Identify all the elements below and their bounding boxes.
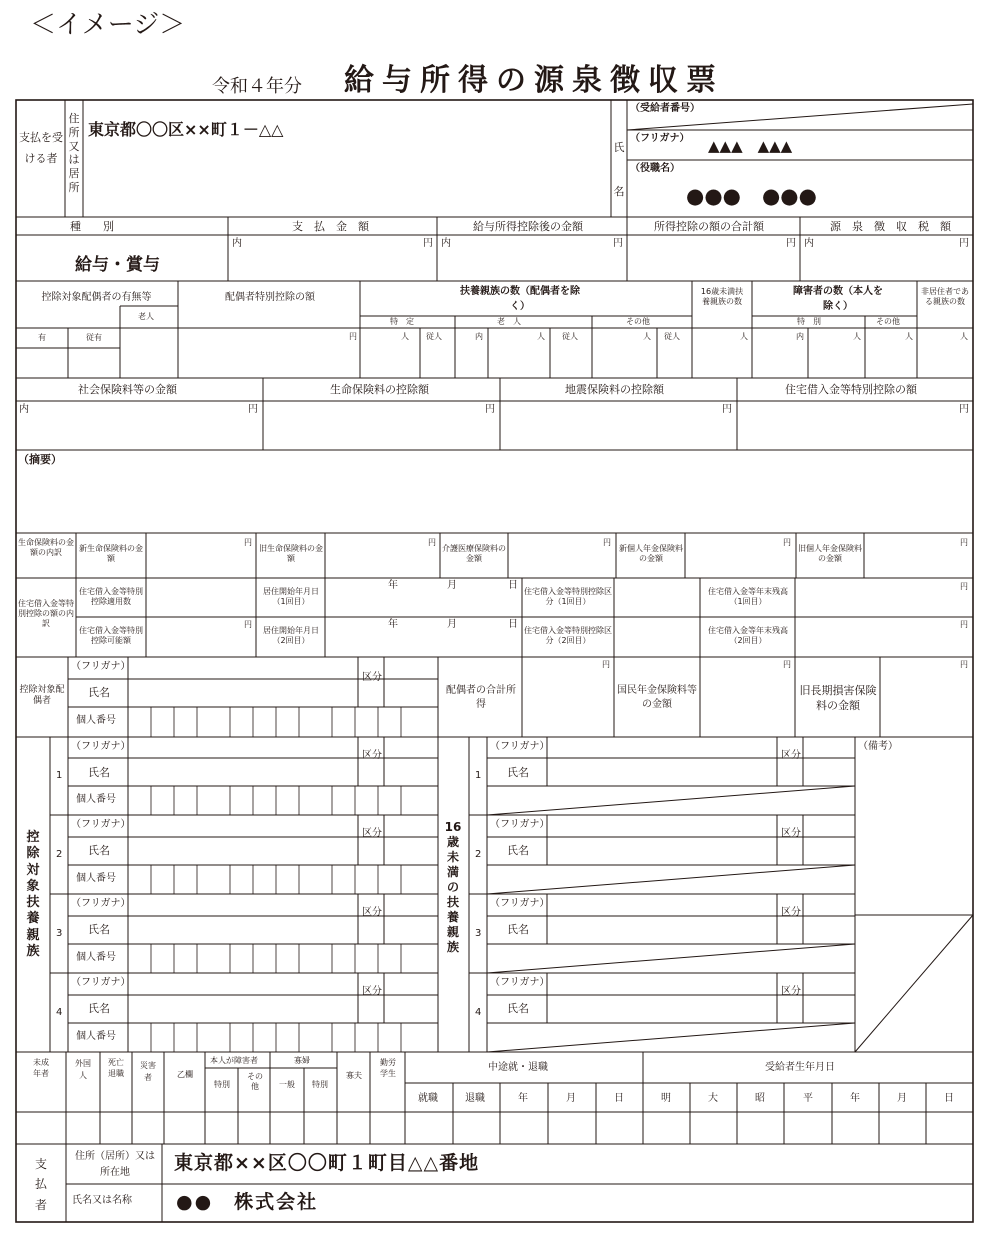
life-insurance-breakdown-label: 生命保険料の金額の内訳	[18, 538, 74, 557]
earthquake-insurance-header: 地震保険料の控除額	[565, 383, 664, 396]
housing-balance-1-label: 住宅借入金等年末残高（1回目）	[708, 587, 788, 606]
deduction-total-header: 所得控除の額の合計額	[654, 220, 764, 233]
row-number: 3	[56, 928, 63, 939]
furigana-label: （フリガナ）	[71, 741, 131, 752]
division-label: 区分	[362, 828, 382, 839]
follower-mark: 従人	[426, 332, 442, 341]
division-label: 区分	[781, 907, 801, 918]
person-mark: 人	[401, 332, 409, 341]
disabled-label: 障害者の数（本人を除く）	[793, 286, 883, 312]
inner-mark: 内	[804, 238, 814, 249]
other-label: その他	[626, 317, 650, 326]
housing-breakdown-label: 住宅借入金等特別控除の額の内訳	[18, 599, 74, 628]
furigana-label: （フリガナ）	[490, 819, 550, 830]
spouse-division-label: 区分	[362, 672, 382, 683]
spouse-existence-label: 控除対象配偶者の有無等	[41, 292, 152, 303]
furigana-label: （フリガナ）	[71, 898, 131, 909]
yen-mark: 円	[485, 404, 495, 415]
specific-label: 特 定	[390, 317, 414, 326]
special-label: 特 別	[797, 317, 821, 326]
housing-possible-amount-label: 住宅借入金等特別控除可能額	[79, 626, 143, 645]
disabled-special-label: 特別	[214, 1080, 230, 1089]
era-heisei: 平	[803, 1093, 813, 1104]
under16-section-label: 16歳未満の扶養親族	[444, 820, 462, 954]
row-number: 2	[475, 849, 482, 860]
yen-mark: 円	[960, 620, 968, 629]
division-label: 区分	[781, 750, 801, 761]
yen-mark: 円	[959, 238, 969, 249]
era-showa: 昭	[755, 1093, 765, 1104]
start-date-2-label: 居住開始年月日（2回目）	[263, 626, 319, 645]
nonresident-label: 非居住者である親族の数	[921, 287, 969, 306]
yen-mark: 円	[783, 538, 791, 547]
year-mark: 年	[388, 619, 398, 630]
remarks-label: （備考）	[858, 741, 898, 752]
inner-mark: 内	[796, 332, 804, 341]
follower-mark: 従人	[664, 332, 680, 341]
division-label: 区分	[362, 907, 382, 918]
widower-label: 寡夫	[346, 1071, 362, 1080]
old-long-term-insurance-label: 旧長期損害保険料の金額	[799, 684, 877, 713]
spouse-income-label: 配偶者の合計所得	[446, 685, 516, 710]
housing-applied-count-label: 住宅借入金等特別控除適用数	[79, 587, 143, 606]
under16-name-label: 氏名	[507, 844, 529, 857]
row-number: 1	[56, 770, 63, 781]
month-mark: 月	[566, 1093, 576, 1104]
housing-loan-header: 住宅借入金等特別控除の額	[785, 383, 917, 396]
under16-name-label: 氏名	[507, 923, 529, 936]
yen-mark: 円	[960, 660, 968, 669]
inner-mark: 内	[441, 238, 451, 249]
otsu-label: 乙欄	[177, 1070, 193, 1079]
yen-mark: 円	[244, 620, 252, 629]
old-person-label: 老 人	[497, 317, 521, 326]
widow-label: 寡婦	[294, 1056, 310, 1065]
midway-label: 中途就・退職	[488, 1062, 548, 1073]
recipient-section-label: 支払を受ける者	[19, 131, 63, 165]
new-pension-insurance-label: 新個人年金保険料の金額	[619, 544, 683, 563]
month-mark: 月	[447, 619, 457, 630]
recipient-number-label: （受給者番号）	[630, 103, 700, 114]
old-pension-insurance-label: 旧個人年金保険料の金額	[798, 544, 862, 563]
spouse-number-label: 個人番号	[76, 715, 116, 726]
division-label: 区分	[362, 986, 382, 997]
dependent-number-label: 個人番号	[76, 873, 116, 884]
national-pension-label: 国民年金保険料等の金額	[617, 685, 697, 710]
housing-category-1-label: 住宅借入金等特別控除区分（1回目）	[524, 587, 612, 606]
dependent-number-label: 個人番号	[76, 794, 116, 805]
after-deduction-header: 給与所得控除後の金額	[473, 220, 583, 233]
day-mark: 日	[944, 1093, 954, 1104]
old-label: 老人	[138, 312, 154, 321]
month-mark: 月	[447, 580, 457, 591]
payer-address-label: 住所（居所）又は所在地	[75, 1151, 155, 1178]
tax-year: 令和４年分	[212, 76, 302, 97]
era-taisho: 大	[708, 1093, 718, 1104]
job-title-label: （役職名）	[630, 163, 680, 174]
person-mark: 人	[853, 332, 861, 341]
retire-label: 退職	[465, 1093, 485, 1104]
type-header: 種 別	[70, 220, 114, 233]
dependent-number-label: 個人番号	[76, 952, 116, 963]
furigana-label: （フリガナ）	[490, 898, 550, 909]
under16-name-label: 氏名	[507, 766, 529, 779]
payment-header: 支 払 金 額	[292, 220, 369, 233]
recipient-address: 東京都〇〇区××町１－△△	[88, 120, 284, 139]
death-retirement-label: 死亡退職	[108, 1058, 124, 1078]
yen-mark: 円	[428, 538, 436, 547]
furigana-label: （フリガナ）	[490, 977, 550, 988]
yen-mark: 円	[248, 404, 258, 415]
yen-mark: 円	[349, 332, 357, 341]
housing-category-2-label: 住宅借入金等特別控除区分（2回目）	[524, 626, 612, 645]
person-mark: 人	[537, 332, 545, 341]
era-meiji: 明	[661, 1093, 671, 1104]
dependent-name-label: 氏名	[88, 844, 110, 857]
furigana-label: （フリガナ）	[71, 977, 131, 988]
dependents-count-label: 扶養親族の数（配偶者を除く）	[460, 286, 580, 312]
old-life-insurance-label: 旧生命保険料の金額	[259, 544, 323, 563]
yen-mark: 円	[786, 238, 796, 249]
row-number: 2	[56, 849, 63, 860]
person-mark: 人	[960, 332, 968, 341]
dependent-yes-label: 従有	[86, 333, 102, 342]
row-number: 3	[475, 928, 482, 939]
month-mark: 月	[897, 1093, 907, 1104]
furigana-label: （フリガナ）	[71, 819, 131, 830]
recipient-name: ●●● ●●●	[686, 184, 817, 208]
payer-name-label: 氏名又は名称	[72, 1195, 132, 1206]
payer-name: ●● 株式会社	[176, 1191, 319, 1213]
division-label: 区分	[781, 986, 801, 997]
income-type: 給与・賞与	[75, 255, 160, 275]
under16-label: 16歳未満扶養親族の数	[700, 287, 744, 306]
division-label: 区分	[362, 750, 382, 761]
row-number: 4	[56, 1007, 63, 1018]
widow-special-label: 特別	[312, 1080, 328, 1089]
housing-balance-2-label: 住宅借入金等年末残高（2回目）	[708, 626, 788, 645]
yen-mark: 円	[783, 660, 791, 669]
yen-mark: 円	[244, 538, 252, 547]
row-number: 1	[475, 770, 482, 781]
page-title: 給与所得の源泉徴収票	[344, 63, 724, 98]
under16-name-label: 氏名	[507, 1002, 529, 1015]
life-insurance-header: 生命保険料の控除額	[330, 383, 429, 396]
recipient-furigana: ▲▲▲ ▲▲▲	[708, 137, 793, 155]
spouse-section-label: 控除対象配偶者	[19, 685, 65, 707]
disabled-other-label: その他	[247, 1072, 263, 1092]
dependent-name-label: 氏名	[88, 766, 110, 779]
payer-address: 東京都××区〇〇町１町目△△番地	[174, 1152, 480, 1174]
follower-mark: 従人	[562, 332, 578, 341]
furigana-label: （フリガナ）	[490, 741, 550, 752]
year-mark: 年	[518, 1093, 528, 1104]
dependents-section-label: 控除対象扶養親族	[26, 830, 40, 959]
inner-mark: 内	[232, 238, 242, 249]
working-student-label: 勤労学生	[380, 1058, 396, 1078]
disaster-label: 災害者	[140, 1061, 156, 1083]
day-mark: 日	[614, 1093, 624, 1104]
payer-label: 支払者	[34, 1157, 47, 1212]
social-insurance-header: 社会保険料等の金額	[78, 383, 177, 396]
day-mark: 日	[508, 619, 518, 630]
yen-mark: 円	[603, 538, 611, 547]
division-label: 区分	[781, 828, 801, 839]
foreigner-label: 外国人	[75, 1059, 91, 1081]
person-mark: 人	[905, 332, 913, 341]
person-mark: 人	[740, 332, 748, 341]
yen-mark: 円	[423, 238, 433, 249]
special-spouse-label: 配偶者特別控除の額	[225, 292, 315, 303]
self-disabled-label: 本人が障害者	[210, 1056, 258, 1065]
person-mark: 人	[643, 332, 651, 341]
yen-mark: 円	[613, 238, 623, 249]
yen-mark: 円	[602, 660, 610, 669]
year-mark: 年	[850, 1093, 860, 1104]
day-mark: 日	[508, 580, 518, 591]
furigana-label: （フリガナ）	[71, 661, 131, 672]
dependent-number-label: 個人番号	[76, 1031, 116, 1042]
spouse-name-label: 氏名	[88, 686, 110, 699]
summary-label: （摘要）	[18, 453, 62, 466]
inner-mark: 内	[19, 404, 29, 415]
image-caption: ＜イメージ＞	[30, 10, 186, 40]
address-label: 住所又は居所	[68, 112, 80, 194]
medical-care-insurance-label: 介護医療保険料の金額	[442, 544, 506, 563]
birth-date-label: 受給者生年月日	[765, 1062, 835, 1073]
dependent-name-label: 氏名	[88, 923, 110, 936]
other-label: その他	[876, 317, 900, 326]
withholding-header: 源 泉 徴 収 税 額	[830, 220, 951, 233]
yen-mark: 円	[959, 404, 969, 415]
furigana-label: （フリガナ）	[630, 133, 690, 144]
yen-mark: 円	[960, 538, 968, 547]
start-date-1-label: 居住開始年月日（1回目）	[263, 587, 319, 606]
widow-general-label: 一般	[279, 1080, 295, 1089]
row-number: 4	[475, 1007, 482, 1018]
yen-mark: 円	[722, 404, 732, 415]
yes-label: 有	[38, 333, 46, 342]
name-label: 氏名	[613, 141, 625, 198]
new-life-insurance-label: 新生命保険料の金額	[79, 544, 143, 563]
inner-mark: 内	[475, 332, 483, 341]
dependent-name-label: 氏名	[88, 1002, 110, 1015]
minor-label: 未成年者	[33, 1058, 49, 1078]
yen-mark: 円	[960, 582, 968, 591]
hire-label: 就職	[418, 1093, 438, 1104]
year-mark: 年	[388, 580, 398, 591]
